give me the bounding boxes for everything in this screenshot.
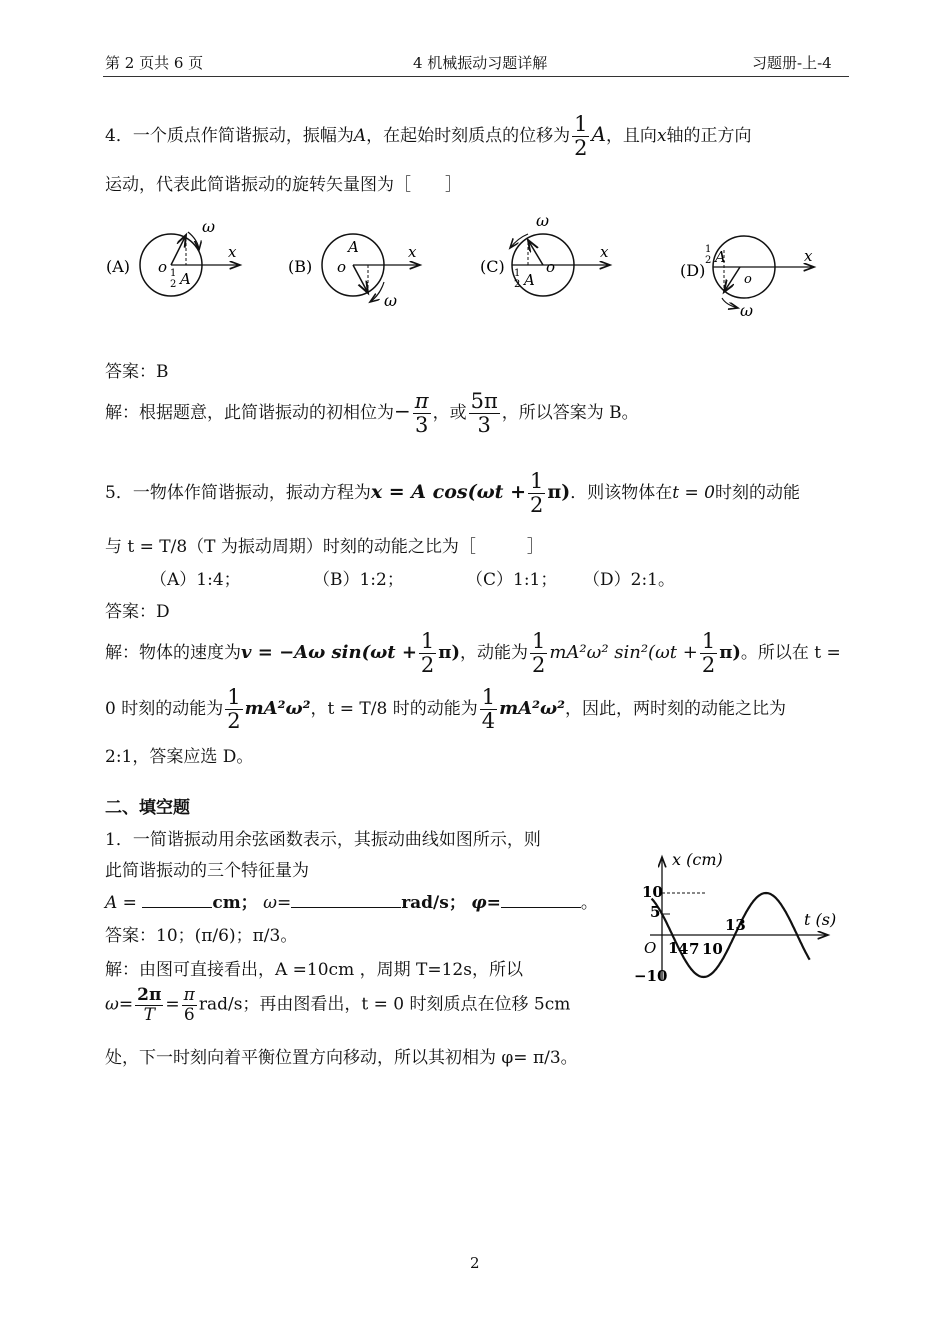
q5-solution-line2: 0 时刻的动能为 $\frac{1}{2}$ mA²ω²，t = T/8 时的动能为 $\frac{1}{4}$ mA²ω²，因此，两时刻的动能之比为 bbox=[105, 685, 786, 734]
tick-yneg10: −10 bbox=[634, 967, 668, 985]
q5-answer: 答案：D bbox=[105, 602, 170, 622]
svg-text:o: o bbox=[744, 272, 752, 287]
q4-solution: 解：根据题意，此简谐振动的初相位为− $\frac{\pi}{3}$ ，或 $\frac{5\pi}{3}$ ，所以答案为 B。 bbox=[105, 389, 639, 438]
origin-label: O bbox=[644, 939, 657, 957]
diagram-c bbox=[480, 211, 610, 296]
svg-text:A: A bbox=[715, 248, 726, 266]
svg-text:2: 2 bbox=[705, 255, 712, 266]
page-number: 2 bbox=[470, 1254, 480, 1272]
tick-y10: 10 bbox=[642, 883, 663, 901]
section-title: 二、填空题 bbox=[105, 798, 190, 818]
tick-y5: 5 bbox=[650, 903, 661, 921]
fill-q1-answer: 答案：10；(π/6)；π/3。 bbox=[105, 926, 298, 946]
option-d-label: (D) bbox=[680, 261, 706, 280]
q5-option-d: （D）2:1。 bbox=[583, 570, 675, 590]
option-b-label: (B) bbox=[288, 257, 313, 276]
y-axis-label: x (cm) bbox=[672, 850, 723, 869]
vibration-graph bbox=[630, 845, 845, 985]
q5-solution-line3: 2:1，答案应选 D。 bbox=[105, 747, 254, 767]
tick-t4: 4 bbox=[678, 940, 689, 958]
tick-t7: 7 bbox=[689, 940, 700, 958]
option-a-label: (A) bbox=[106, 257, 131, 276]
svg-text:ω: ω bbox=[384, 291, 398, 310]
q5-option-a: （A）1:4； bbox=[150, 570, 241, 590]
svg-text:1: 1 bbox=[170, 268, 177, 279]
diagram-d bbox=[680, 236, 814, 320]
omega-label-a: ω bbox=[202, 217, 216, 236]
q5-option-c: （C）1:1； bbox=[466, 570, 558, 590]
svg-text:x: x bbox=[600, 243, 609, 261]
q4-answer: 答案：B bbox=[105, 362, 169, 382]
diagram-a bbox=[106, 217, 240, 296]
svg-text:1: 1 bbox=[705, 244, 712, 255]
svg-text:x: x bbox=[804, 247, 813, 265]
rotating-vector-diagrams bbox=[100, 210, 840, 320]
header-page-count: 第 2 页共 6 页 bbox=[105, 54, 204, 72]
fill-q1-solution-line3: 处，下一时刻向着平衡位置方向移动，所以其初相为 φ= π/3。 bbox=[105, 1048, 578, 1068]
svg-text:o: o bbox=[337, 258, 347, 276]
svg-text:1: 1 bbox=[514, 268, 521, 279]
svg-text:A: A bbox=[524, 271, 535, 289]
option-c-label: (C) bbox=[480, 257, 505, 276]
x-axis-label: t (s) bbox=[804, 910, 837, 929]
svg-text:ω: ω bbox=[740, 301, 754, 320]
q5-line1: 5．一物体作简谐振动，振动方程为x = A cos(ωt + $\frac{1}{2}$ π)．则该物体在t = 0时刻的动能 bbox=[105, 469, 800, 518]
svg-text:x: x bbox=[228, 243, 237, 261]
diagram-b bbox=[288, 234, 420, 310]
q5-solution-line1: 解：物体的速度为v = −Aω sin(ωt + $\frac{1}{2}$ π)，动能为 $\frac{1}{2}$ mA²ω² sin²(ωt + $\frac{1}{2}$ π)。所以在 t = bbox=[105, 629, 841, 678]
q5-line2: 与 t = T/8（T 为振动周期）时刻的动能之比为［ ］ bbox=[105, 537, 544, 557]
fill-q1-line1: 1．一简谐振动用余弦函数表示，其振动曲线如图所示，则 bbox=[105, 830, 541, 850]
q4-line2: 运动，代表此简谐振动的旋转矢量图为［ ］ bbox=[105, 175, 462, 195]
tick-t13: 13 bbox=[725, 916, 746, 934]
svg-text:2: 2 bbox=[514, 279, 521, 290]
svg-text:o: o bbox=[158, 258, 168, 276]
fill-q1-solution-line2: ω= $\frac{2\pi}{T}$ = $\frac{\pi}{6}$ rad/s；再由图看出，t = 0 时刻质点在位移 5cm bbox=[105, 985, 571, 1025]
q4-fraction: $\frac{1}{2}$ bbox=[574, 112, 588, 161]
fill-q1-line2: 此简谐振动的三个特征量为 bbox=[105, 861, 309, 881]
header-book: 习题册-上-4 bbox=[752, 54, 832, 72]
q5-option-b: （B）1:2； bbox=[313, 570, 404, 590]
fill-q1-line3: A = cm； ω= rad/s； φ= 。 bbox=[105, 893, 598, 913]
header-title: 4 机械振动习题详解 bbox=[413, 54, 548, 72]
svg-text:x: x bbox=[408, 243, 417, 261]
svg-text:ω: ω bbox=[536, 211, 550, 230]
svg-text:A: A bbox=[180, 270, 191, 288]
tick-t10: 10 bbox=[702, 940, 723, 958]
svg-text:A: A bbox=[348, 238, 359, 256]
header-rule bbox=[103, 76, 849, 77]
q4-line1: 4．一个质点作简谐振动，振幅为A，在起始时刻质点的位移为 $\frac{1}{2}$ A，且向x轴的正方向 bbox=[105, 112, 752, 161]
tick-t1: 1 bbox=[668, 939, 679, 957]
svg-text:2: 2 bbox=[170, 279, 177, 290]
svg-text:o: o bbox=[546, 258, 556, 276]
fill-q1-solution-line1: 解：由图可直接看出，A =10cm ，周期 T=12s，所以 bbox=[105, 960, 523, 980]
